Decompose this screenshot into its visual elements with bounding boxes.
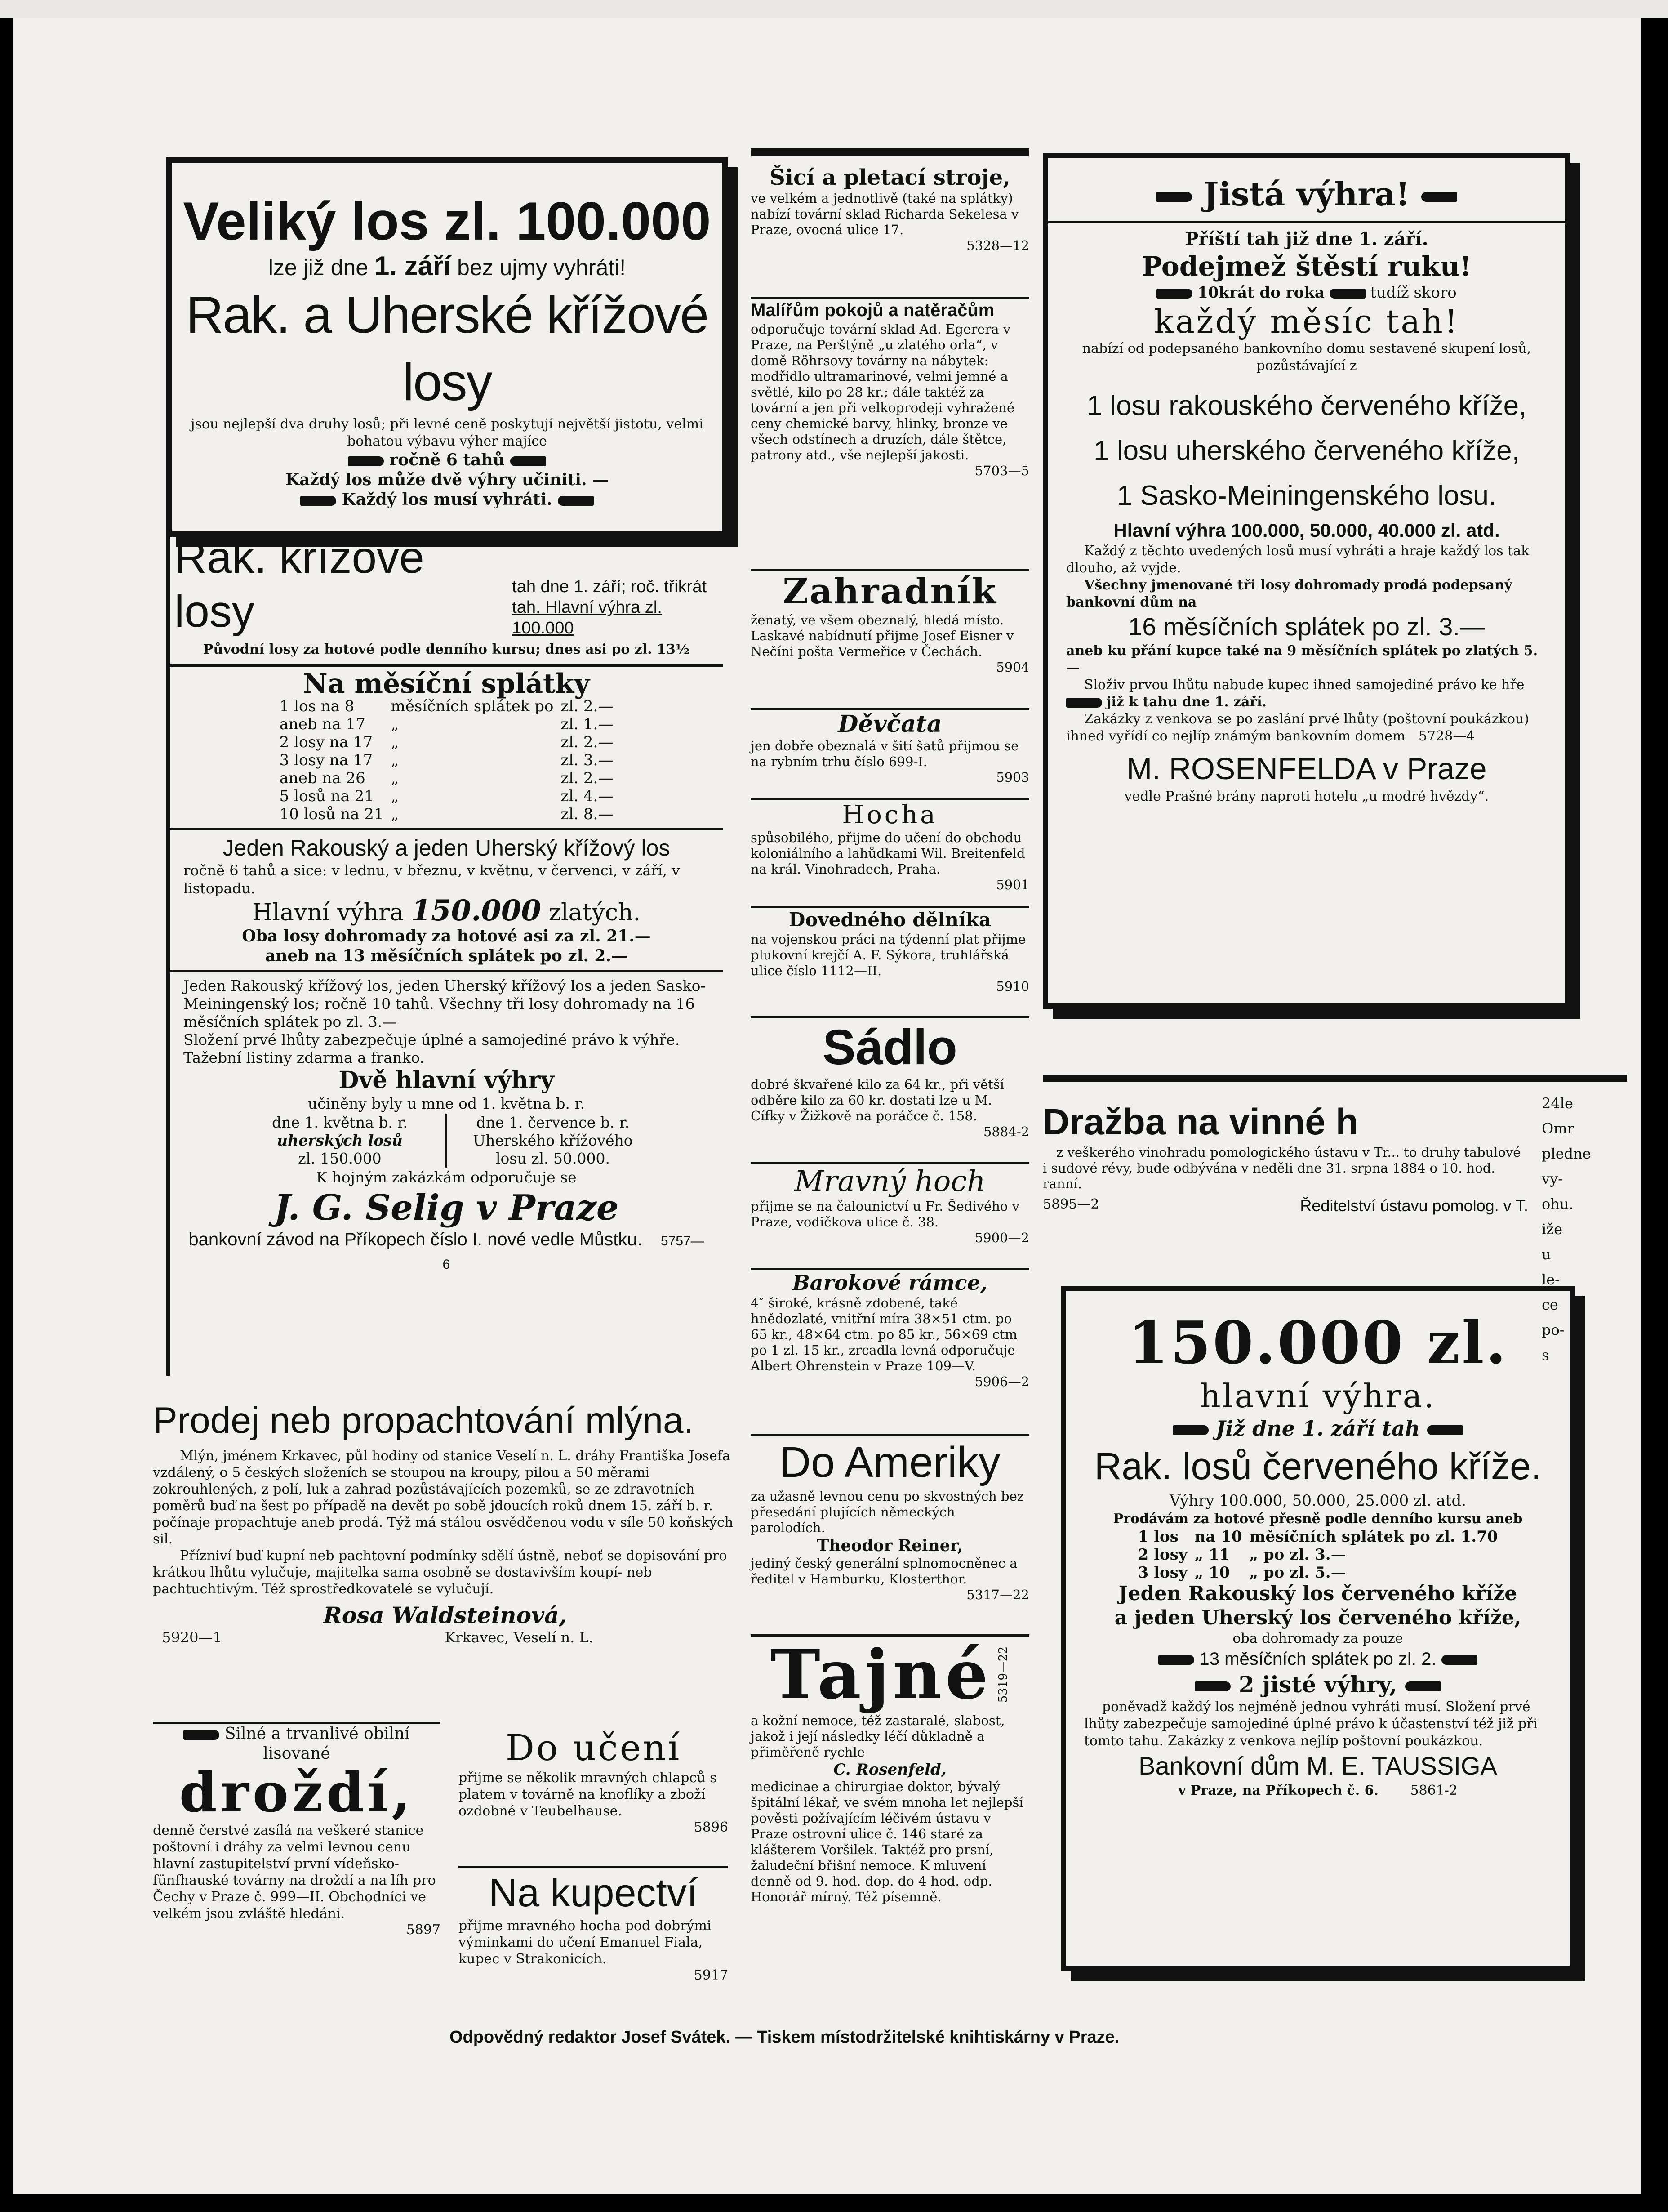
ad-number: 5910 xyxy=(996,979,1029,994)
ad-do-ameriky xyxy=(751,1434,1029,1634)
hlavni-text: Hlavní výhra xyxy=(252,899,411,926)
table-row xyxy=(1134,1546,1502,1564)
table-cell: zl. 3.— xyxy=(560,751,614,769)
uceni-body: přijme se několik mravných chlapců s platem v továrně na knoflíky a zboží ozdobné v Teubelhause. xyxy=(458,1770,717,1819)
ad-barokove-ramce xyxy=(751,1268,1029,1434)
ad-number: 5861-2 xyxy=(1410,1783,1458,1798)
cut-text-fragment: 24le xyxy=(1542,1095,1573,1112)
kupectvi-title: Na kupectví xyxy=(489,1870,698,1915)
dve-left xyxy=(234,1114,447,1168)
jista-slozi xyxy=(1048,677,1565,711)
table-cell: „ 10 xyxy=(1194,1564,1230,1582)
cut-text-fragment: po- xyxy=(1542,1321,1565,1338)
a150-oba: oba dohromady za pouze xyxy=(1232,1631,1403,1646)
jeden-body: ročně 6 tahů a sice: v lednu, v březnu, v květnu, v červenci, v září, v listopadu. xyxy=(183,862,680,897)
jista-hlavni: Hlavní výhra 100.000, 50.000, 40.000 zl. atd. xyxy=(1113,520,1500,541)
pointing-hand-icon xyxy=(1330,289,1366,299)
jista-addr: vedle Prašné brány naproti hotelu „u modré hvězdy“. xyxy=(1124,789,1489,804)
jeden2-body: Jeden Rakouský křížový los, jeden Uherský křížový los a jeden Sasko-Meiningenský los; ročně 10 tahů. Všechny tři losy dohromady na 16 měsíčních splátek po zl. 3.— xyxy=(183,977,706,1030)
sub-text: lze již dne xyxy=(268,255,375,280)
pointing-hand-icon xyxy=(1421,192,1457,202)
table-row xyxy=(276,805,617,823)
drazba-sign: Ředitelství ústavu pomolog. v T. xyxy=(1300,1196,1528,1215)
a150-jeden-1: Jeden Rakouský los červeného kříže xyxy=(1118,1582,1517,1605)
pointing-hand-icon xyxy=(1195,1681,1231,1691)
a150-vyhry: Výhry 100.000, 50.000, 25.000 zl. atd. xyxy=(1169,1492,1467,1510)
jiz-text: již k tahu dne 1. září. xyxy=(1106,694,1267,710)
ad-heading: Rak. a Uherské křížové losy xyxy=(186,285,708,411)
divider xyxy=(170,664,723,667)
jista-los-3: 1 Sasko-Meiningenského losu. xyxy=(1116,480,1497,511)
jista-title: Jistá výhra! xyxy=(1203,175,1410,213)
a150-heading: Rak. losů červeného kříže. xyxy=(1094,1445,1542,1487)
drazba-body: z veškerého vinohradu pomologického ústavu v Tr... to druhy tabulové i sudové révy, bude odbývána v neděli dne 31. srpna 1884 o 10. hod. ranní. xyxy=(1043,1145,1521,1191)
pointing-hand-icon xyxy=(1405,1681,1441,1691)
jista-title-bar xyxy=(1048,172,1565,217)
ad-sadlo xyxy=(751,1016,1029,1162)
hojnym: K hojným zakázkám odporučuje se xyxy=(316,1168,577,1186)
ad-number: 5901 xyxy=(996,877,1029,892)
slozeni-body: Složení prvé lhůty zabezpečuje úplné a samojediné právo k výhře. Tažební listiny zdarma a franko. xyxy=(183,1031,680,1066)
ad-number: 5904 xyxy=(996,660,1029,675)
jista-nabizi: nabízí od podepsaného bankovního domu sestavené skupení losů, pozůstávající z xyxy=(1082,341,1531,374)
jista-kazdy-2: Každý z těchto uvedených losů musí vyhráti a hraje každý los tak dlouho, až vyjde. xyxy=(1066,543,1530,576)
table-cell: „ xyxy=(391,715,399,733)
ad-rocne xyxy=(172,450,722,470)
ad-number: 5906—2 xyxy=(974,1374,1029,1389)
mlyn-body-2: Přízniví buď kupní neb pachtovní podmínky sdělí ústně, neboť se dopisování pro krátkou lhůtu vylučuje, majitelka sama osobně se dostavivším koupí- neb pachtuchtivým. Též sprostředkovatelé se vylučují. xyxy=(153,1548,727,1597)
left-line-3: zl. 150.000 xyxy=(298,1150,382,1167)
table-cell: „ xyxy=(391,733,399,751)
ad-number: 5903 xyxy=(996,770,1029,785)
ad-150000 xyxy=(1061,1286,1575,1971)
a150-jiz xyxy=(1066,1415,1570,1441)
jeden-title: Jeden Rakouský a jeden Uherský křížový los xyxy=(222,835,670,861)
ad-delnika xyxy=(751,906,1029,1016)
table-cell: 3 losy na 17 xyxy=(279,751,373,769)
table-row xyxy=(276,751,617,769)
divider xyxy=(170,970,723,972)
table-cell: měsíčních splátek po zl. 1.70 xyxy=(1249,1528,1498,1546)
ad-tajne xyxy=(751,1634,1029,2019)
right-line-2: Uherského křížového xyxy=(473,1132,633,1149)
table-cell: zl. 2.— xyxy=(560,769,614,787)
ad-krizove-losy xyxy=(166,531,723,1376)
uceni-title: Do učení xyxy=(505,1727,681,1769)
sub-date: 1. září xyxy=(374,251,451,281)
pointing-hand-icon xyxy=(1158,1655,1194,1665)
sadlo-title: Sádlo xyxy=(823,1020,957,1075)
cut-text-fragment: vy- xyxy=(1542,1170,1563,1187)
jista-podej: Podejmež štěstí ruku! xyxy=(1142,251,1472,282)
table-cell: „ 11 xyxy=(1194,1546,1230,1564)
slozi-text: Složiv prvou lhůtu nabude kupec ihned samojediné právo ke hře xyxy=(1084,677,1525,693)
table-cell: aneb na 17 xyxy=(279,715,365,733)
a150-title: 150.000 zl. xyxy=(1128,1308,1508,1377)
a150-jeden-2: a jeden Uherský los červeného kříže, xyxy=(1114,1606,1521,1629)
mlyn-place: Krkavec, Veselí n. L. xyxy=(445,1629,593,1646)
krizove-header xyxy=(170,531,723,638)
hocha-title: Hocha xyxy=(842,800,938,830)
table-cell: „ xyxy=(391,787,399,805)
left-line-2: uherských losů xyxy=(277,1132,403,1149)
rocne-text: ročně 6 tahů xyxy=(389,450,505,469)
ad-number: 5703—5 xyxy=(974,463,1029,478)
ad-subtitle xyxy=(172,253,722,281)
a150-splatky xyxy=(1066,1647,1570,1671)
drozdi-top xyxy=(153,1724,440,1764)
divider xyxy=(170,828,723,830)
tajne-body-2: medicinae a chirurgiae doktor, bývalý špitální lékař, ve svém mnoha let nejlepší pověsti požívajícím léčivém ústavu v Praze ostrovní ulice č. 146 staré za klášterem Voršilek. Taktéž pro prsní, žaludeční břišní nemoce. K mluvení denně od 9. hod. dop. do 4 hod. odp. Honorář mírný. Též písemně. xyxy=(751,1779,1023,1904)
jista-splatky: 16 měsíčních splátek po zl. 3.— xyxy=(1128,612,1485,641)
tajne-header xyxy=(751,1637,1029,1713)
drozdi-big: droždí, xyxy=(179,1761,414,1824)
page-edge-top xyxy=(0,0,1668,18)
amerika-body-2: jediný český generální splnomocněnec a ředitel v Hamburku, Klosterthor. xyxy=(751,1556,1018,1587)
sadlo-body: dobré škvařené kilo za 64 kr., při větší odběre kilo za 60 kr. dostati lze u M. Cífky v Žižkově na poráčce č. 158. xyxy=(751,1077,1004,1124)
divider xyxy=(1048,221,1565,223)
page-footer: Odpovědný redaktor Josef Svátek. — Tiskem místodržitelské knihtiskárny v Praze. xyxy=(449,2028,1120,2047)
cut-text-fragment: ce xyxy=(1542,1296,1558,1313)
table-row xyxy=(276,733,617,751)
drozdi-body: denně čerstvé zasílá na veškeré stanice poštovní i dráhy za velmi levnou cenu hlavní zastupitelství první vídeňsko-fünfhauské továrny na droždí a na líh pro Čechy v Praze č. 999—II. Obchodníci ve velkém jsou zvláště hledáni. xyxy=(153,1823,436,1922)
ad-number: 5896 xyxy=(694,1820,728,1835)
a150-addr xyxy=(1066,1782,1570,1799)
sub-text-2: bez ujmy vyhráti! xyxy=(451,255,626,280)
tajne-doctor: C. Rosenfeld, xyxy=(833,1761,947,1779)
hlavni-vyhra xyxy=(170,894,723,928)
drazba-footer xyxy=(1043,1196,1528,1215)
a150-firm: Bankovní dům M. E. TAUSSIGA xyxy=(1139,1752,1497,1780)
table-cell: aneb na 26 xyxy=(279,769,365,787)
tajne-body: a kožní nemoce, též zastaralé, slabost, jakož i její následky léčí důkladně a přiměřeně rychle xyxy=(751,1713,1005,1760)
amerika-body: za užasně levnou cenu po skvostných bez přesedání plujících německých parolodích. xyxy=(751,1489,1024,1535)
drozdi-top-text: Silné a trvanlivé obilní lisované xyxy=(224,1725,410,1763)
ad-number: 5920—1 xyxy=(162,1629,222,1646)
table-row xyxy=(276,769,617,787)
side-line-1: tah dne 1. září; roč. třikrát xyxy=(512,577,707,596)
hlavni-end: zlatých. xyxy=(541,899,641,926)
addr-text: bankovní závod na Příkopech číslo I. nové vedle Můstku. xyxy=(188,1230,642,1249)
delnika-title: Dovedného dělníka xyxy=(788,909,992,931)
table-cell: „ po zl. 3.— xyxy=(1249,1546,1346,1564)
a150-body: poněvadž každý los nejméně jednou vyhráti musí. Složení prvé lhůty zabezpečuje samojediné úplné právo k účastenství též již při tomto tahu. Zakázky z venkova nejlíp poštovní poukázkou. xyxy=(1084,1699,1538,1749)
ad-devcata xyxy=(751,708,1029,798)
krizove-puvodni: Původní losy za hotové podle denního kursu; dnes asi po zl. 13½ xyxy=(203,642,690,657)
table-row xyxy=(276,697,617,715)
aneb-splatky: aneb na 13 měsíčních splátek po zl. 2.— xyxy=(265,946,628,965)
pointing-hand-icon xyxy=(1441,1655,1477,1665)
oba-losy: Oba losy dohromady za hotové asi za zl. 21.— xyxy=(242,927,651,945)
a150-jiste xyxy=(1066,1671,1570,1699)
table-row xyxy=(1134,1564,1502,1582)
table-cell: měsíčních splátek po xyxy=(391,697,554,715)
delnika-body: na vojenskou práci na týdenní plat přijme plukovní krejčí A. F. Sýkora, truhlářská ulice číslo 1112—II. xyxy=(751,932,1026,978)
ad-number: 5728—4 xyxy=(1418,728,1475,744)
tajne-title: Tajné xyxy=(770,1635,992,1714)
mravny-body: přijme se na čalounictví u Fr. Šedivého v Praze, vodičkova ulice č. 38. xyxy=(751,1199,1019,1230)
hlavni-amount: 150.000 xyxy=(411,894,542,928)
pointing-hand-icon xyxy=(1156,192,1192,202)
mlyn-sign: Rosa Waldsteinová, xyxy=(323,1602,567,1628)
jista-aneb: aneb ku přání kupce také na 9 měsíčních splátek po zlatých 5.— xyxy=(1066,643,1538,676)
ad-zahradnik xyxy=(751,569,1029,708)
table-cell: „ xyxy=(391,769,399,787)
tenkrat-text: 10krát do roka xyxy=(1197,284,1325,302)
pointing-hand-icon xyxy=(1066,698,1102,708)
table-cell: 2 losy xyxy=(1138,1546,1188,1564)
ad-drozdi xyxy=(153,1722,440,2021)
cut-text-fragment: Omr xyxy=(1542,1120,1574,1137)
table-cell: 5 losů na 21 xyxy=(279,787,374,805)
ad-number: 5917 xyxy=(694,1967,728,1983)
dve-vyhry-body: učiněny byly u mne od 1. května b. r. xyxy=(307,1095,585,1112)
malir-body: odporučuje tovární sklad Ad. Egerera v Praze, na Perštýně „u zlatého orla“, v domě Röhrsovy továrny na nábytek: modřidlo ultramarinové, velmi jemné a světlé, kilo po 28 kr.; dále taktéž za tovární a jen při velkoprodeji vyhražené ceny chemické barvy, hlinky, bronze ve všech odstínech a druzích, dále štětce, patrony atd., vše nejlepší jakosti. xyxy=(751,321,1015,463)
zahradnik-body: ženatý, ve všem obeznalý, hledá místo. Laskavé nabídnutí přijme Josef Eisner v Nečíni pošta Vermeřice v Čechách. xyxy=(751,612,1014,659)
ad-number: 5884-2 xyxy=(983,1124,1029,1139)
splatky-table xyxy=(276,697,617,823)
table-cell: zl. 1.— xyxy=(560,715,614,733)
sici-title: Šicí a pletací stroje, xyxy=(770,165,1010,190)
selig-addr xyxy=(170,1229,723,1275)
pointing-hand-icon xyxy=(300,496,336,506)
right-line-1: dne 1. července b. r. xyxy=(476,1114,630,1131)
kupectvi-body: přijme mravného hocha pod dobrými výminkami do učení Emanuel Fiala, kupec v Strakonicích. xyxy=(458,1918,712,1967)
table-cell: zl. 4.— xyxy=(560,787,614,805)
krizove-heading: Rak. křížové losy xyxy=(174,532,424,637)
cut-text-fragment: pledne xyxy=(1542,1145,1591,1162)
ad-hocha xyxy=(751,798,1029,906)
pointing-hand-icon xyxy=(510,456,546,466)
jista-pristi: Příští tah již dne 1. září. xyxy=(1185,228,1428,250)
table-cell: zl. 2.— xyxy=(560,697,614,715)
ad-do-uceni xyxy=(458,1726,728,1861)
left-line-1: dne 1. května b. r. xyxy=(272,1114,408,1131)
dve-vyhry-title: Dvě hlavní výhry xyxy=(338,1066,554,1094)
mlyn-body-1: Mlýn, jménem Krkavec, půl hodiny od stanice Veselí n. L. dráhy Františka Josefa vzdálený, o 5 českých složeních se stoupou na kroupy, pilou a 50 měrami zokrouhlených, z polí, luk a zahrad pozůstávajících pozemků, se ze zdravotních poměrů buď na šest po případě na devět po sobě jdoucích roků dnem 15. září b. r. počínaje propachtuje aneb prodá. Týž má stálou osvědčenou vodu v síle 50 koňských sil. xyxy=(153,1448,734,1547)
hocha-body: spůsobilého, přijme do učení do obchodu koloniálního a lahůdkami Wil. Breitenfeld na král. Vinohradech, Praha. xyxy=(751,830,1025,877)
ad-maliram xyxy=(751,297,1029,569)
pointing-hand-icon xyxy=(1427,1425,1463,1435)
a150-sub: hlavní výhra. xyxy=(1200,1377,1436,1415)
jista-los-1: 1 losu rakouského červeného kříže, xyxy=(1086,390,1527,421)
jista-kazdy: každý měsíc tah! xyxy=(1154,303,1459,340)
ad-title: Veliký los zl. 100.000 xyxy=(183,191,711,251)
ad-number: 5900—2 xyxy=(974,1230,1029,1245)
ad-number: 5757—6 xyxy=(442,1234,704,1272)
ad-number: 5897 xyxy=(406,1922,440,1938)
table-cell: 2 losy na 17 xyxy=(279,733,373,751)
ramce-title: Barokové rámce, xyxy=(792,1271,988,1295)
table-cell: 1 los na 8 xyxy=(279,697,355,715)
drazba-title: Dražba na vinné h xyxy=(1043,1102,1358,1142)
ad-body: jsou nejlepší dva druhy losů; při levné ceně poskytují největší jistotu, velmi bohatou výbavu výher majíce xyxy=(191,416,703,449)
tudiz-text: tudíž skoro xyxy=(1370,284,1457,302)
splatky-title: Na měsíční splátky xyxy=(302,668,590,700)
table-cell: 10 losů na 21 xyxy=(279,805,384,823)
tajne-side-number: 5319—22 xyxy=(996,1646,1010,1703)
cut-text-fragment: ohu. xyxy=(1542,1195,1574,1213)
pointing-hand-icon xyxy=(183,1730,219,1740)
pointing-hand-icon xyxy=(1156,289,1192,299)
malir-title: Malířům pokojů a natěračům xyxy=(751,300,995,320)
mlyn-title: Prodej neb propachtování mlýna. xyxy=(153,1400,694,1441)
cut-text-fragment: le- xyxy=(1542,1271,1560,1288)
ad-los-100000 xyxy=(166,157,728,537)
table-cell: „ po zl. 5.— xyxy=(1249,1564,1346,1582)
ad-kazdy-2 xyxy=(172,490,722,509)
dve-right xyxy=(447,1114,658,1168)
cut-text-fragment: s xyxy=(1542,1347,1549,1364)
jista-vsechny: Všechny jmenované tři losy dohromady prodá podepsaný bankovní dům na xyxy=(1066,577,1512,610)
ramce-body: 4″ široké, krásně zdobené, také hnědozlaté, vnitřní míra 38×51 ctm. po 65 kr., 48×64 ctm. po 85 kr., 56×69 ctm po 1 zl. 15 kr., zrcadla levná odporučuje Albert Ohrenstein v Praze 109—V. xyxy=(751,1295,1018,1374)
jista-zakazky xyxy=(1048,711,1565,745)
pointing-hand-icon xyxy=(558,496,594,506)
jista-tenkrat xyxy=(1048,283,1565,303)
zahradnik-title: Zahradník xyxy=(783,571,997,612)
amerika-title: Do Ameriky xyxy=(779,1438,1001,1486)
dve-vyhry-columns xyxy=(170,1114,723,1168)
jista-los-2: 1 losu uherského červeného kříže, xyxy=(1094,435,1520,466)
table-row xyxy=(1134,1528,1502,1546)
mlyn-footer xyxy=(153,1629,737,1646)
jiste-text: 2 jisté výhry, xyxy=(1238,1671,1397,1698)
pointing-hand-icon xyxy=(1173,1425,1209,1435)
cut-text-fragment: u xyxy=(1542,1246,1551,1263)
ad-number: 5317—22 xyxy=(966,1587,1029,1602)
cut-text-fragment: iže xyxy=(1542,1221,1563,1238)
table-cell: 1 los xyxy=(1138,1528,1179,1546)
table-row xyxy=(276,715,617,733)
mravny-title: Mravný hoch xyxy=(794,1165,986,1198)
devcata-body: jen dobře obeznalá v šití šatů přijmou se na rybním trhu číslo 699-I. xyxy=(751,738,1019,769)
ad-mlyn xyxy=(153,1398,737,1713)
ad-number: 5328—12 xyxy=(966,238,1029,253)
side-line-2: tah. Hlavní výhra zl. 100.000 xyxy=(512,598,662,638)
addr-text: v Praze, na Příkopech č. 6. xyxy=(1178,1783,1379,1798)
table-row xyxy=(276,787,617,805)
krizove-side xyxy=(512,576,723,638)
right-line-3: losu zl. 50.000. xyxy=(496,1150,610,1167)
jista-firm: M. ROSENFELDA v Praze xyxy=(1126,752,1487,786)
table-cell: na 10 xyxy=(1194,1528,1242,1546)
a150-table xyxy=(1134,1528,1502,1582)
ad-kazdy-1: Každý los může dvě výhry učiniti. — xyxy=(285,470,609,489)
ad-number: 5895—2 xyxy=(1043,1196,1099,1212)
selig-firm: J. G. Selig v Praze xyxy=(274,1187,619,1228)
table-cell: zl. 8.— xyxy=(560,805,614,823)
table-cell: zl. 2.— xyxy=(560,733,614,751)
kazdy2-text: Každý los musí vyhráti. xyxy=(342,490,552,509)
zakazky-text: Zakázky z venkova se po zaslání prvé lhůty (poštovní poukázkou) ihned vyřídí co nejlíp známým bankovním domem xyxy=(1066,711,1529,744)
ad-na-kupectvi xyxy=(458,1866,728,2021)
pointing-hand-icon xyxy=(348,456,384,466)
table-cell: „ xyxy=(391,751,399,769)
table-cell: 3 losy xyxy=(1138,1564,1188,1582)
a150-prodavam: Prodávám za hotové přesně podle denního kursu aneb xyxy=(1113,1511,1523,1527)
ad-sici-stroje xyxy=(751,148,1029,299)
ad-jista-vyhra xyxy=(1043,153,1570,1009)
amerika-name: Theodor Reiner, xyxy=(817,1536,963,1555)
sici-body: ve velkém a jednotlivě (také na splátky) nabízí tovární sklad Richarda Sekelesa v Praze, ovocná ulice 17. xyxy=(751,191,1019,237)
ad-mravny-hoch xyxy=(751,1162,1029,1268)
jiz-text: Již dne 1. září tah xyxy=(1215,1416,1420,1440)
table-cell: „ xyxy=(391,805,399,823)
devcata-title: Děvčata xyxy=(838,710,942,738)
splatky-text: 13 měsíčních splátek po zl. 2. xyxy=(1199,1649,1437,1669)
